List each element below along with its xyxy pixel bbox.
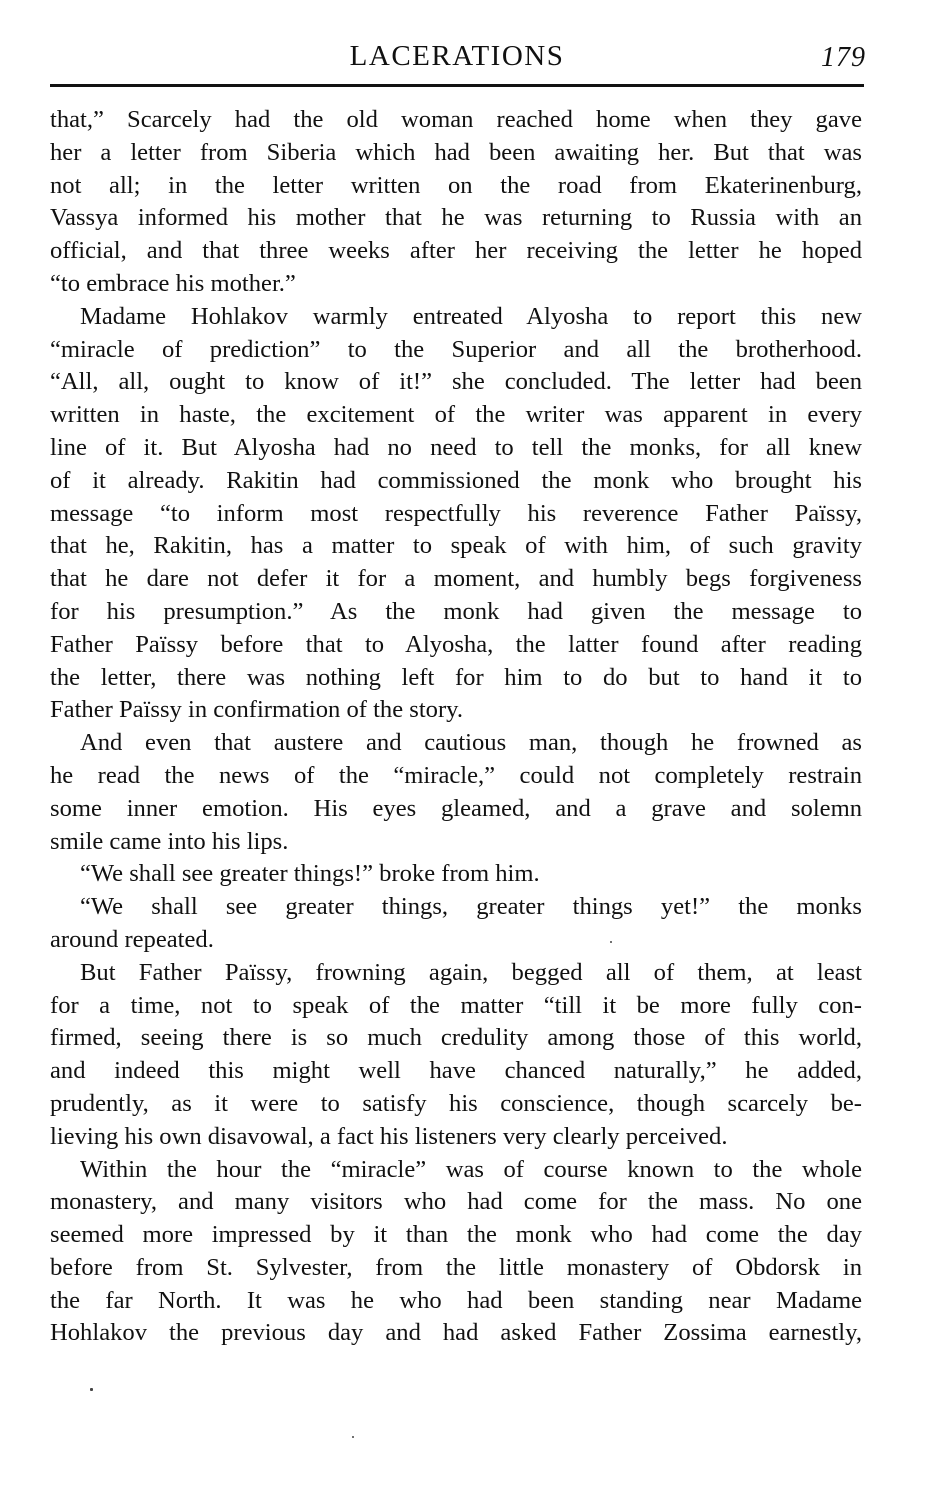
- text-line: “We shall see greater things, greater things yet!” the monks: [80, 893, 862, 921]
- ink-speck: [352, 1436, 354, 1438]
- text-line: smile came into his lips.: [50, 827, 289, 855]
- text-line: lieving his own disavowal, a fact his listeners very clearly perceived.: [50, 1122, 728, 1150]
- text-line: Madame Hohlakov warmly entreated Alyosha to report this new: [80, 302, 862, 330]
- text-line: her a letter from Siberia which had been awaiting her. But that was: [50, 138, 862, 166]
- text-line: for a time, not to speak of the matter “till it be more fully con-: [50, 991, 862, 1019]
- text-line: seemed more impressed by it than the monk who had come the day: [50, 1221, 862, 1249]
- text-line: Father Païssy in confirmation of the story.: [50, 696, 464, 724]
- ink-speck: [610, 941, 612, 943]
- text-line: prudently, as it were to satisfy his conscience, though scarcely be-: [50, 1089, 862, 1117]
- text-line: not all; in the letter written on the road from Ekaterinenburg,: [50, 171, 862, 199]
- text-line: that he, Rakitin, has a matter to speak of with him, of such gravity: [50, 532, 862, 560]
- header-rule: [50, 84, 864, 87]
- text-line: before from St. Sylvester, from the little monastery of Obdorsk in: [50, 1253, 862, 1281]
- text-line: written in haste, the excitement of the writer was apparent in every: [50, 401, 862, 429]
- text-line: around repeated.: [50, 925, 214, 953]
- text-line: “All, all, ought to know of it!” she concluded. The letter had been: [50, 368, 862, 396]
- text-line: “to embrace his mother.”: [50, 269, 296, 297]
- text-line: Vassya informed his mother that he was returning to Russia with an: [50, 204, 862, 232]
- running-title: LACERATIONS: [349, 40, 565, 72]
- text-line: that,” Scarcely had the old woman reached home when they gave: [50, 106, 862, 133]
- text-line: message “to inform most respectfully his reverence Father Païssy,: [50, 499, 862, 527]
- text-line: Father Païssy before that to Alyosha, the latter found after reading: [50, 630, 862, 658]
- text-line: firmed, seeing there is so much credulity among those of this world,: [50, 1024, 862, 1052]
- body-text: [50, 104, 862, 1350]
- text-line: “miracle of prediction” to the Superior and all the brotherhood.: [50, 335, 862, 363]
- text-line: line of it. But Alyosha had no need to tell the monks, for all knew: [50, 433, 862, 461]
- text-line: and indeed this might well have chanced naturally,” he added,: [50, 1057, 862, 1085]
- text-line: Within the hour the “miracle” was of course known to the whole: [80, 1155, 862, 1183]
- text-line: the letter, there was nothing left for him to do but to hand it to: [50, 663, 862, 691]
- text-line: for his presumption.” As the monk had given the message to: [50, 597, 862, 625]
- text-line: the far North. It was he who had been standing near Madame: [50, 1286, 862, 1314]
- text-line: that he dare not defer it for a moment, and humbly begs forgiveness: [50, 565, 862, 593]
- text-line: of it already. Rakitin had commissioned the monk who brought his: [50, 466, 862, 494]
- text-line: And even that austere and cautious man, though he frowned as: [80, 729, 862, 757]
- text-line: monastery, and many visitors who had come for the mass. No one: [50, 1188, 862, 1216]
- text-line: he read the news of the “miracle,” could not completely restrain: [50, 761, 862, 789]
- running-head: [48, 36, 866, 76]
- text-line: But Father Païssy, frowning again, begged all of them, at least: [80, 958, 862, 986]
- text-line: official, and that three weeks after her receiving the letter he hoped: [50, 237, 862, 265]
- ink-speck: [90, 1388, 93, 1391]
- text-line: Hohlakov the previous day and had asked Father Zossima earnestly,: [50, 1319, 862, 1347]
- text-line: some inner emotion. His eyes gleamed, and a grave and solemn: [50, 794, 862, 822]
- text-line: “We shall see greater things!” broke from him.: [80, 860, 540, 888]
- page-number: 179: [821, 42, 866, 73]
